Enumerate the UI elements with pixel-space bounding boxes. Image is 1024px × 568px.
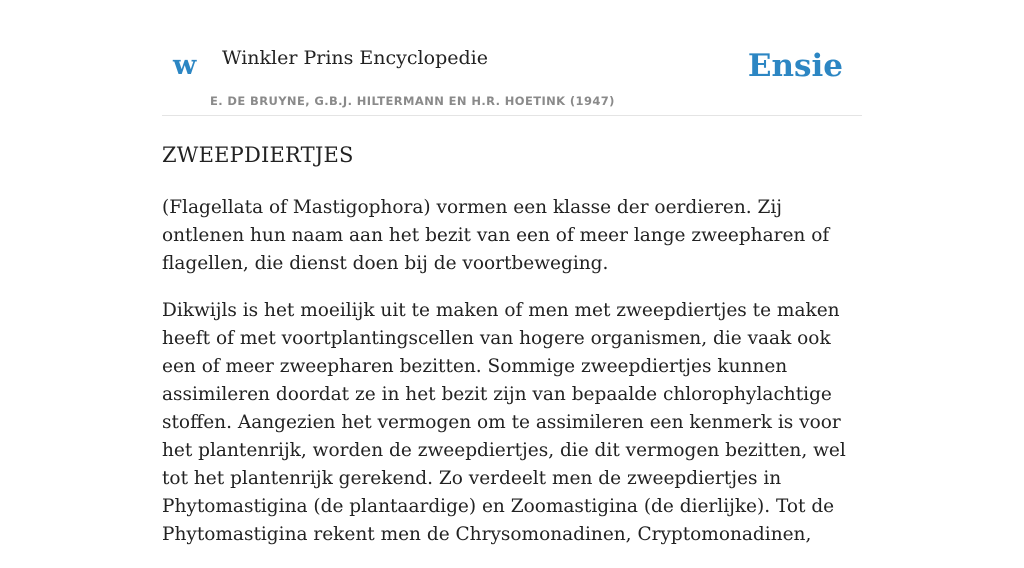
header — [162, 40, 862, 116]
publication-logo[interactable]: w — [173, 50, 197, 81]
publication-authors: E. DE BRUYNE, G.B.J. HILTERMANN EN H.R. HOETINK (1947) — [210, 94, 615, 108]
article-paragraph: Dikwijls is het moeilijk uit te maken of men met zweepdiertjes te maken heeft of met voortplantingscellen van hogere organismen, die vaak ook een of meer zweepharen bezitten. Sommige zweepdiertjes kunnen assimileren doordat ze in het bezit zijn van bepaalde chlorophylachtige stoffen. Aangezien het vermogen om te assimileren een kenmerk is voor het plantenrijk, worden de zweepdiertjes, die dit vermogen bezitten, wel tot het plantenrijk gerekend. Zo verdeelt men de zweepdiertjes in Phytomastigina (de plantaardige) en Zoomastigina (de dierlijke). Tot de Phytomastigina rekent men de Chrysomonadinen, Cryptomonadinen, — [162, 300, 846, 545]
article-paragraph: (Flagellata of Mastigophora) vormen een klasse der oerdieren. Zij ontlenen hun naam aan het bezit van een of meer lange zweepharen of flagellen, die dienst doen bij de voortbeweging. — [162, 197, 830, 274]
article-title: ZWEEPDIERTJES — [162, 143, 354, 167]
brand-logo[interactable]: Ensie — [747, 48, 843, 84]
article — [162, 140, 865, 568]
publication-title[interactable]: Winkler Prins Encyclopedie — [222, 47, 488, 69]
